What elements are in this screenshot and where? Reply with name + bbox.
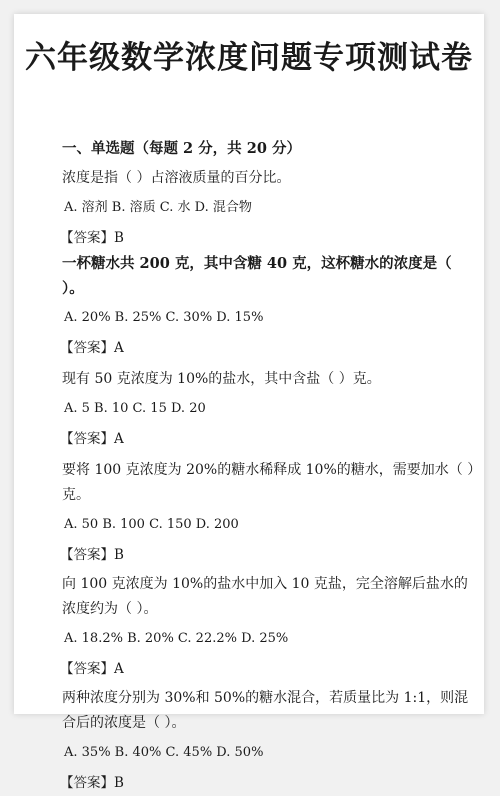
question-2-stem: 一杯糖水共 200 克，其中含糖 40 克，这杯糖水的浓度是（ ）。 bbox=[62, 255, 452, 297]
question-4-options: A. 50 B. 100 C. 150 D. 200 bbox=[64, 517, 239, 532]
paper-content bbox=[60, 136, 478, 796]
question-3-stem: 现有 50 克浓度为 10%的盐水，其中含盐（ ）克。 bbox=[62, 371, 381, 387]
question-6-stem: 两种浓度分别为 30%和 50%的糖水混合，若质量比为 1:1，则混合后的浓度是（ ）。 bbox=[62, 690, 469, 731]
question-1-options: A. 溶剂 B. 溶质 C. 水 D. 混合物 bbox=[64, 200, 252, 215]
question-5-options: A. 18.2% B. 20% C. 22.2% D. 25% bbox=[64, 631, 289, 646]
question-3-answer: 【答案】A bbox=[60, 431, 124, 447]
question-3-options: A. 5 B. 10 C. 15 D. 20 bbox=[64, 401, 206, 416]
test-paper-page bbox=[14, 14, 484, 791]
question-5-stem: 向 100 克浓度为 10%的盐水中加入 10 克盐，完全溶解后盐水的浓度约为（ ）。 bbox=[62, 576, 468, 617]
paper-title: 六年级数学浓度问题专项测试卷 bbox=[25, 40, 473, 76]
question-4-stem: 要将 100 克浓度为 20%的糖水稀释成 10%的糖水，需要加水（ ）克。 bbox=[62, 462, 475, 503]
section-heading: 一、单选题（每题 2 分，共 20 分） bbox=[62, 140, 301, 157]
question-6-options: A. 35% B. 40% C. 45% D. 50% bbox=[64, 745, 264, 760]
question-4-answer: 【答案】B bbox=[60, 547, 124, 563]
question-1-answer: 【答案】B bbox=[60, 230, 124, 246]
question-2-answer: 【答案】A bbox=[60, 340, 124, 356]
question-1-stem: 浓度是指（ ）占溶液质量的百分比。 bbox=[62, 170, 291, 186]
question-6-answer: 【答案】B bbox=[60, 775, 124, 791]
question-5-answer: 【答案】A bbox=[60, 661, 124, 677]
question-2-options: A. 20% B. 25% C. 30% D. 15% bbox=[64, 310, 264, 325]
